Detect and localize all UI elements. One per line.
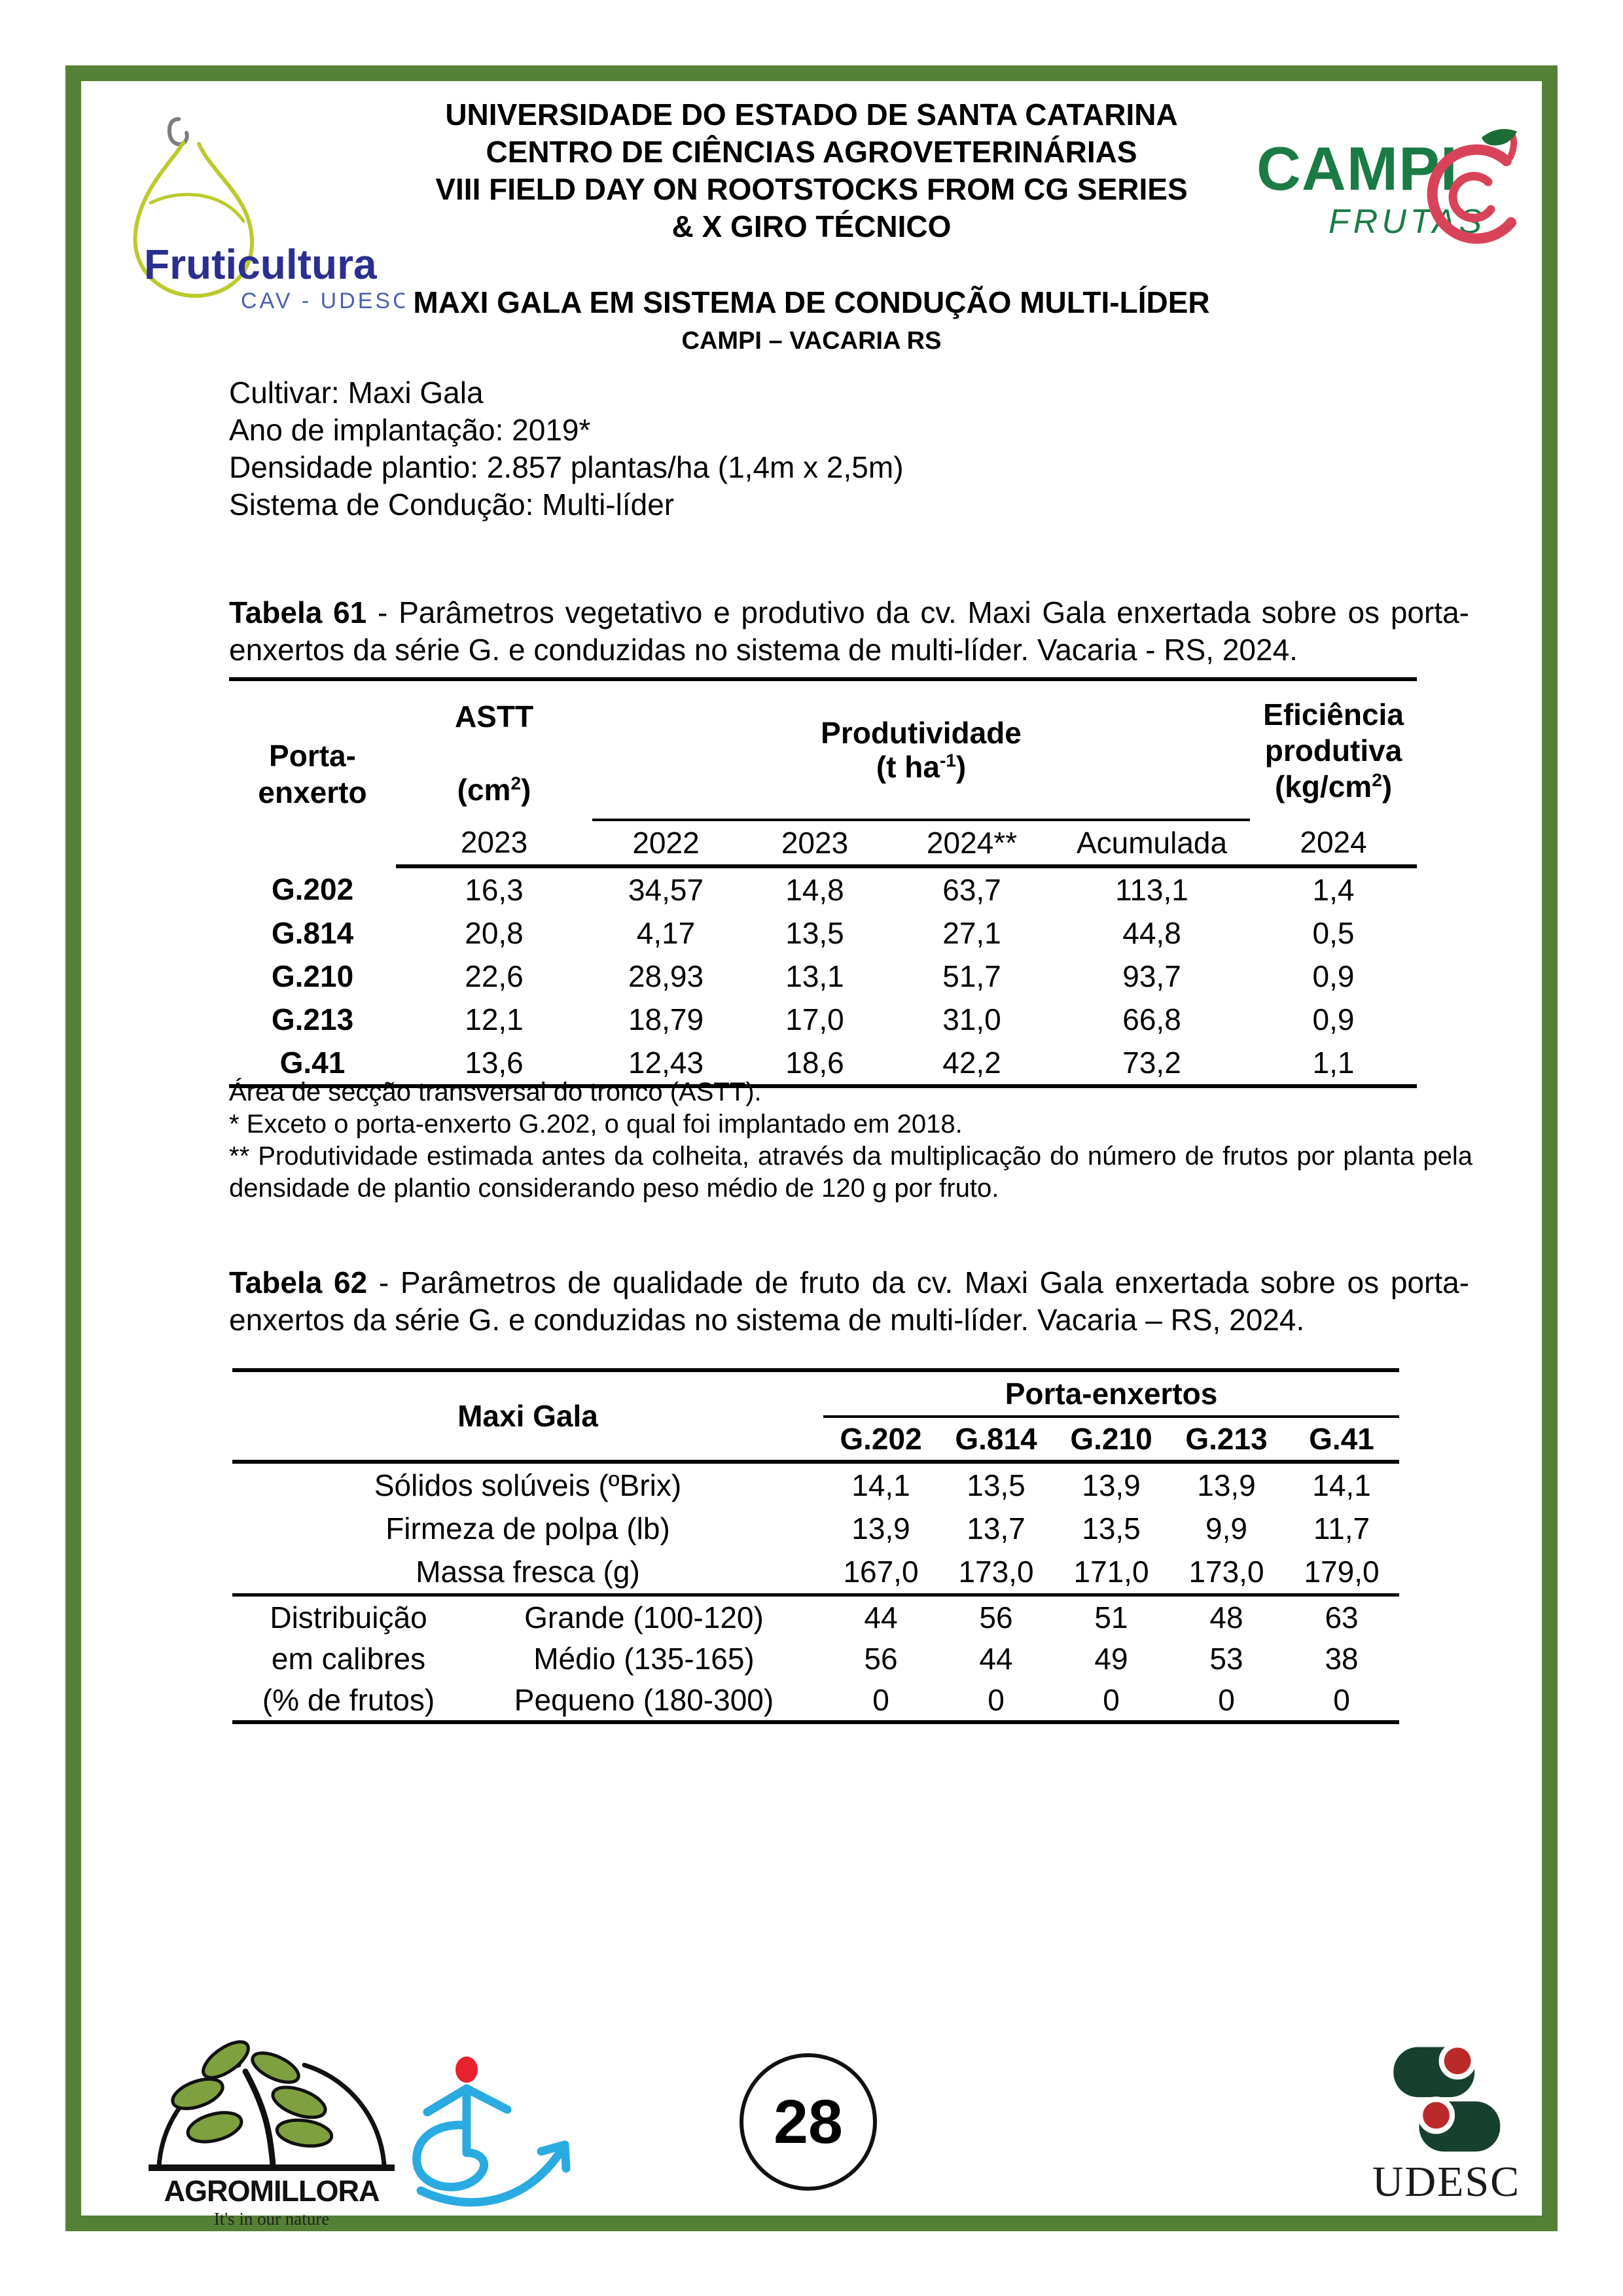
value-cell: 13,5 (967, 1468, 1026, 1502)
rootstock-label: G.202 (271, 872, 354, 906)
value-cell: 11,7 (1313, 1511, 1370, 1545)
tabela62-dist-row (232, 1679, 1399, 1722)
col-header-eficiencia: Eficiência produtiva $(kg/cm^2)$ (1263, 697, 1404, 804)
agromillora-logo (147, 2040, 396, 2230)
corner-header-maxi-gala: Maxi Gala (232, 1370, 823, 1462)
value-cell: 28,93 (628, 959, 704, 993)
value-cell: 51,7 (942, 959, 1001, 993)
tabela62 (232, 1368, 1399, 1724)
value-cell: 63,7 (942, 873, 1001, 907)
udesc-shield-icon (1374, 2045, 1518, 2156)
value-cell: 44 (979, 1641, 1013, 1676)
tabela62-dist-row (232, 1595, 1399, 1638)
value-cell: 56 (979, 1600, 1013, 1634)
footnote: Área de secção transversal do tronco (ASTT). (229, 1078, 762, 1106)
tabela62-caption (229, 1264, 1469, 1339)
col-group-produtividade: Produtividade (t $ha^{-1}$) (592, 679, 1250, 820)
value-cell: 13,5 (1082, 1511, 1141, 1545)
value-cell: 38 (1325, 1641, 1359, 1676)
value-cell: 0,5 (1312, 916, 1355, 950)
info-line: Cultivar: Maxi Gala (229, 376, 484, 410)
tabela62-dist-row (232, 1638, 1399, 1679)
value-cell: 18,79 (628, 1002, 704, 1036)
value-cell: 179,0 (1284, 1550, 1399, 1595)
year-cell: 2024 (1250, 820, 1417, 866)
value-cell: 0 (1333, 1682, 1350, 1717)
value-cell: 12,1 (465, 1002, 524, 1036)
value-cell: 9,9 (1205, 1511, 1247, 1545)
value-cell: 48 (1209, 1600, 1243, 1634)
value-cell: 0 (872, 1682, 889, 1717)
value-cell: 14,1 (851, 1468, 910, 1502)
tabela62-row (232, 1462, 1399, 1507)
udesc-logo (1358, 2045, 1535, 2205)
udesc-wordmark: UDESC (1372, 2158, 1521, 2206)
value-cell: 13,5 (785, 916, 844, 950)
value-cell: 22,6 (465, 959, 524, 993)
campi-wordmark: CAMPI (1257, 134, 1458, 203)
year-cell: 2023 (396, 820, 592, 866)
rootstock-col-header: G.213 (1169, 1417, 1284, 1462)
value-cell: 4,17 (636, 916, 696, 950)
tabela61-row (229, 911, 1417, 955)
value-cell: 1,4 (1312, 873, 1355, 907)
value-cell: 66,8 (1122, 1002, 1181, 1036)
page-number: 28 (774, 2087, 843, 2157)
rootstock-col-header: G.41 (1284, 1417, 1399, 1462)
plant-person-icon (409, 2055, 599, 2218)
info-line: Ano de implantação: 2019* (229, 413, 591, 447)
footnote: ** Produtividade estimada antes da colheita, através da multiplicação do número de frutos por planta pela densidade de plantio considerando peso médio de 120 g por fruto. (229, 1142, 1472, 1203)
tabela62-caption-label: Tabela 62 (229, 1265, 368, 1299)
info-line: Sistema de Condução: Multi-líder (229, 487, 675, 521)
value-cell: 51 (1094, 1600, 1128, 1634)
value-cell: 53 (1209, 1641, 1243, 1676)
value-cell: 0 (988, 1682, 1005, 1717)
caliber-label: Médio (135-165) (533, 1641, 755, 1676)
tabela61-caption-label: Tabela 61 (229, 595, 367, 629)
dist-side-label: (% de frutos) (262, 1682, 435, 1717)
value-cell: 42,2 (942, 1046, 1001, 1080)
value-cell: 173,0 (938, 1550, 1054, 1595)
rootstock-label: G.814 (271, 916, 354, 950)
tabela61-footnotes (229, 1076, 1472, 1205)
year-cell: 2023 (740, 820, 890, 866)
tabela61-row (229, 955, 1417, 998)
value-cell: 16,3 (465, 873, 524, 907)
value-cell: 0 (1218, 1682, 1235, 1717)
agromillora-wordmark: AGROMILLORA (164, 2174, 380, 2208)
value-cell: 31,0 (942, 1002, 1001, 1036)
value-cell: 20,8 (465, 916, 524, 950)
value-cell: 0 (1103, 1682, 1120, 1717)
fruticultura-wordmark: Fruticultura (144, 241, 377, 288)
dist-side-label: Distribuição (270, 1600, 427, 1634)
tabela61-header-row1 (229, 679, 1417, 820)
value-cell: 13,9 (1082, 1468, 1141, 1502)
value-cell: 44 (864, 1600, 898, 1634)
year-cell: 2024** (890, 820, 1054, 866)
tabela61-row (229, 866, 1417, 911)
header-line: CENTRO DE CIÊNCIAS AGROVETERINÁRIAS (486, 135, 1137, 169)
value-cell: 49 (1094, 1641, 1128, 1676)
header-line: & X GIRO TÉCNICO (671, 209, 952, 243)
value-cell: 113,1 (1115, 873, 1188, 907)
fruticultura-sub-label: CAV - UDESC (241, 289, 404, 313)
value-cell: 93,7 (1122, 959, 1181, 993)
value-cell: 56 (864, 1641, 898, 1676)
rootstock-col-header: G.814 (938, 1417, 1054, 1462)
value-cell: 13,9 (1197, 1468, 1256, 1502)
value-cell: 14,1 (1312, 1468, 1371, 1502)
value-cell: 1,1 (1312, 1046, 1355, 1080)
quality-param-label: Massa fresca (g) (232, 1550, 823, 1595)
caliber-label: Pequeno (180-300) (514, 1682, 774, 1717)
rootstock-col-header: G.210 (1054, 1417, 1169, 1462)
value-cell: 17,0 (785, 1002, 844, 1036)
dist-side-label: em calibres (271, 1641, 426, 1676)
col-header-porta-enxerto: Porta- enxerto (258, 738, 367, 809)
value-cell: 0,9 (1312, 1002, 1355, 1036)
value-cell: 73,2 (1122, 1046, 1181, 1080)
tabela62-header-row1 (232, 1370, 1399, 1417)
rootstock-label: G.210 (271, 959, 354, 993)
value-cell: 34,57 (628, 873, 704, 907)
value-cell: 63 (1325, 1600, 1359, 1634)
institution-header (0, 96, 1623, 245)
value-cell: 13,9 (851, 1511, 910, 1545)
rootstock-col-header: G.202 (823, 1417, 938, 1462)
tabela61 (229, 677, 1417, 1088)
col-group-porta-enxertos: Porta-enxertos (823, 1370, 1399, 1417)
document-title: MAXI GALA EM SISTEMA DE CONDUÇÃO MULTI-LÍDER (413, 285, 1210, 319)
tabela62-row (232, 1507, 1399, 1550)
header-line: UNIVERSIDADE DO ESTADO DE SANTA CATARINA (445, 97, 1178, 132)
quality-param-label: Sólidos solúveis (ºBrix) (374, 1468, 682, 1502)
agromillora-tree-icon (147, 2040, 396, 2172)
value-cell: 0,9 (1312, 959, 1355, 993)
value-cell: 44,8 (1122, 916, 1181, 950)
tabela61-years-row (229, 820, 1417, 866)
value-cell: 173,0 (1169, 1550, 1284, 1595)
value-cell: 18,6 (785, 1046, 844, 1080)
value-cell: 12,43 (628, 1046, 704, 1080)
quality-param-label: Firmeza de polpa (lb) (385, 1511, 670, 1545)
tabela61-caption-text: - Parâmetros vegetativo e produtivo da cv. Maxi Gala enxertada sobre os porta-enxertos da série G. e conduzidas no sistema de multi-líder. Vacaria - RS, 2024. (229, 595, 1469, 667)
document-subtitle: CAMPI – VACARIA RS (681, 327, 942, 355)
value-cell: 14,8 (785, 873, 844, 907)
value-cell: 27,1 (942, 916, 1001, 950)
agromillora-tagline: It's in our nature (213, 2209, 330, 2229)
value-cell: 13,6 (465, 1046, 524, 1080)
rootstock-label: G.213 (271, 1002, 354, 1036)
year-cell: 2022 (592, 820, 740, 866)
info-line: Densidade plantio: 2.857 plantas/ha (1,4m x 2,5m) (229, 450, 904, 484)
value-cell: 167,0 (823, 1550, 938, 1595)
caliber-label: Grande (100-120) (524, 1600, 764, 1634)
tabela61-caption (229, 594, 1469, 669)
value-cell: 13,1 (785, 959, 844, 993)
col-header-astt: ASTT $(cm^2)$ (454, 699, 534, 807)
tabela62-row (232, 1550, 1399, 1595)
footnote: * Exceto o porta-enxerto G.202, o qual foi implantado em 2018. (229, 1110, 963, 1139)
value-cell: 171,0 (1054, 1550, 1169, 1595)
page-number-badge (740, 2053, 877, 2191)
year-cell: Acumulada (1054, 820, 1250, 866)
value-cell: 13,7 (967, 1511, 1026, 1545)
header-line: VIII FIELD DAY ON ROOTSTOCKS FROM CG SERIES (435, 172, 1188, 206)
tabela61-row (229, 998, 1417, 1041)
frutas-wordmark: FRUTAS (1329, 203, 1486, 241)
rootstock-label: G.41 (279, 1046, 346, 1080)
cultivar-info (229, 374, 904, 523)
tabela62-caption-text: - Parâmetros de qualidade de fruto da cv. Maxi Gala enxertada sobre os porta-enxertos da série G. e conduzidas no sistema de multi-líder. Vacaria – RS, 2024. (229, 1265, 1469, 1337)
